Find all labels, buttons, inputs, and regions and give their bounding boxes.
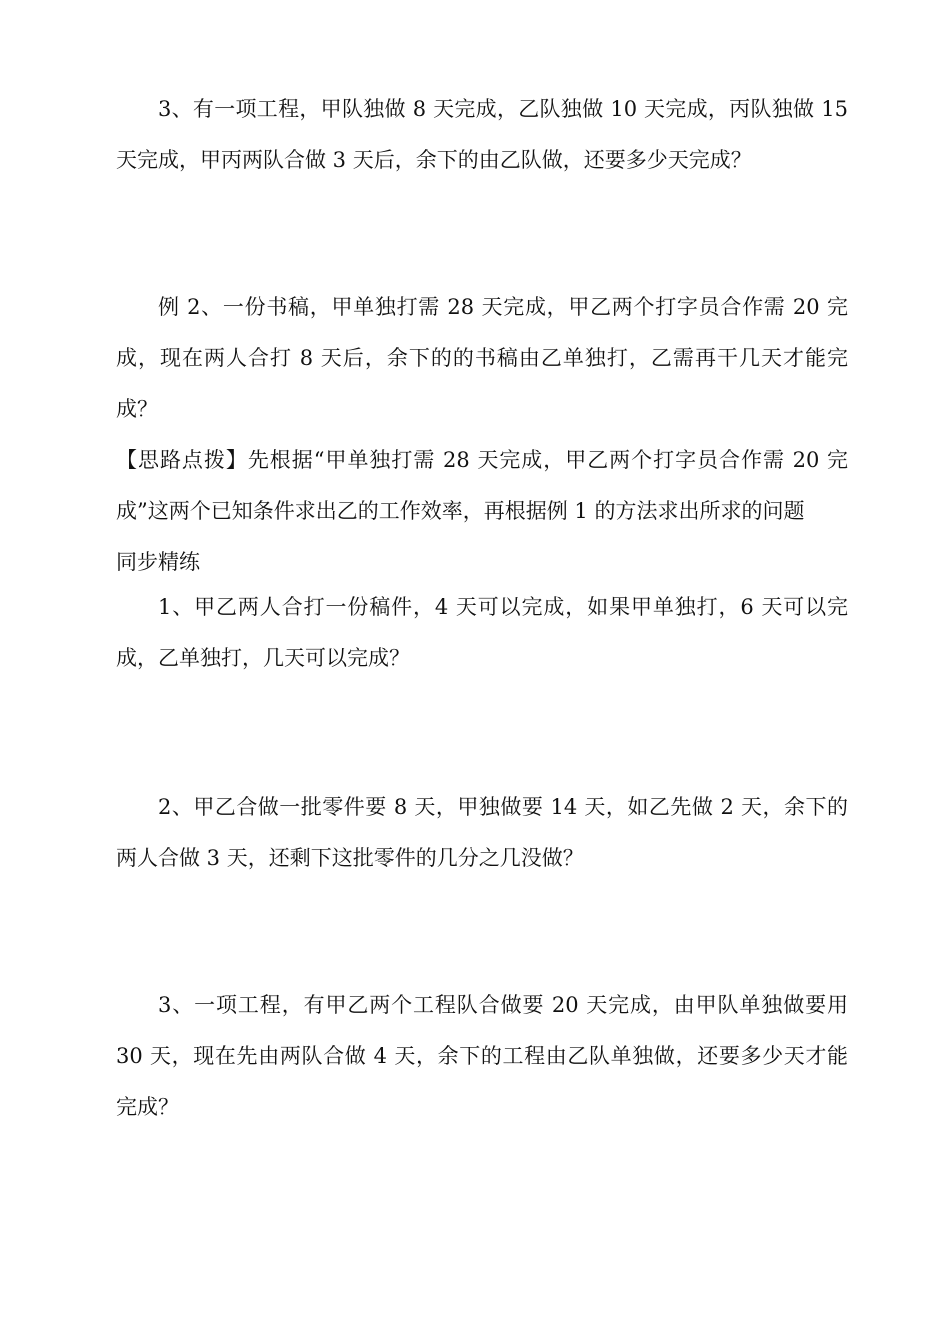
practice-question-3 [116,980,848,1133]
question-text: 2、甲乙合做一批零件要 8 天，甲独做要 14 天，如乙先做 2 天，余下的两人合做 3 天，还剩下这批零件的几分之几没做？ [116,795,848,870]
example-2 [116,282,848,435]
question-text: 1、甲乙两人合打一份稿件，4 天可以完成，如果甲单独打，6 天可以完成，乙单独打，几天可以完成？ [116,595,848,670]
problem-3-engineering [116,84,848,186]
practice-question-2 [116,782,848,884]
problem-text: 3、有一项工程，甲队独做 8 天完成，乙队独做 10 天完成，丙队独做 15 天完成，甲丙两队合做 3 天后，余下的由乙队做，还要多少天完成？ [116,97,848,172]
question-text: 3、一项工程，有甲乙两个工程队合做要 20 天完成，由甲队单独做要用 30 天，现在先由两队合做 4 天，余下的工程由乙队单独做，还要多少天才能完成？ [116,993,848,1119]
hint-text: 【思路点拨】先根据“甲单独打需 28 天完成，甲乙两个打字员合作需 20 完成”这两个已知条件求出乙的工作效率，再根据例 1 的方法求出所求的问题 [116,448,848,523]
example-text: 例 2、一份书稿，甲单独打需 28 天完成，甲乙两个打字员合作需 20 完成，现在两人合打 8 天后，余下的的书稿由乙单独打，乙需再干几天才能完成？ [116,295,848,421]
section-title: 同步精练 [116,550,200,574]
hint-block [116,435,848,588]
practice-question-1 [116,582,848,684]
